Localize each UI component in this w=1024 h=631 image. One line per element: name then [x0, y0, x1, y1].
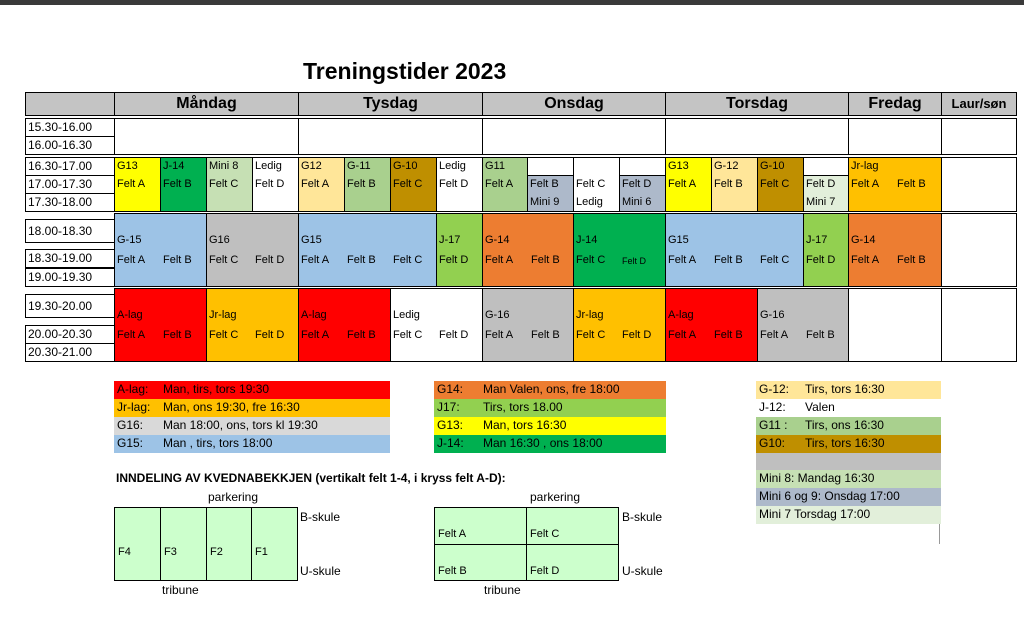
slot-ledig-wednesday: [573, 157, 620, 212]
team-label: J-14: [576, 234, 598, 246]
legend-key: J-14:: [437, 436, 464, 450]
field-label: Felt A: [668, 329, 697, 341]
field-label: Felt D: [806, 254, 836, 266]
slot-alag-thursday: [665, 288, 758, 362]
field-label: Felt B: [163, 178, 192, 190]
slot-g16-wednesday: [482, 288, 574, 362]
parkering-label: parkering: [530, 490, 581, 504]
time-slot: 19.00-19.30: [25, 268, 115, 287]
team-label: Ledig: [439, 160, 466, 172]
legend-text: Tirs, tors 16:30: [805, 382, 885, 396]
legend-text: Tirs, ons 16:30: [805, 418, 884, 432]
team-label: Ledig: [255, 160, 282, 172]
empty-slot: [848, 288, 942, 362]
team-label: G-14: [485, 234, 510, 246]
legend-spacer: [756, 453, 941, 470]
field-label: Felt B: [897, 254, 926, 266]
legend-j17: [434, 399, 666, 417]
legend-text: Man Valen, ons, fre 18:00: [483, 382, 620, 396]
legend-text: Valen: [805, 400, 835, 414]
legend-key: A-lag:: [117, 382, 149, 396]
team-label: Jr-lag: [209, 309, 237, 321]
field-label: Felt B: [163, 254, 192, 266]
field-label: Felt A: [668, 178, 697, 190]
slot-g15-tuesday: [298, 213, 437, 287]
field-label: Felt C: [576, 178, 606, 190]
time-slot: 17.30-18.00: [25, 193, 115, 212]
field-label: Felt D: [622, 178, 652, 190]
field-label: Felt D: [806, 178, 836, 190]
team-label: G-11: [347, 160, 371, 172]
team-label: G13: [117, 160, 138, 172]
field-label: Felt A: [117, 178, 146, 190]
legend-key: G11 :: [759, 418, 788, 432]
field-label: Felt A: [485, 329, 514, 341]
legend-g10: [756, 435, 941, 453]
legend-g11: [756, 417, 941, 435]
legend-key: G14:: [437, 382, 464, 396]
field-label: Felt A: [485, 254, 514, 266]
legend-text: Tirs, tors 16:30: [805, 436, 885, 450]
field-label: Felt A: [117, 254, 146, 266]
team-label: Mini 6: [622, 196, 652, 208]
field-label: Felt B: [806, 329, 835, 341]
field-label: Felt B: [530, 178, 559, 190]
slot-jrlag-friday: [848, 157, 942, 212]
team-label: G-10: [760, 160, 785, 172]
field-a: [434, 507, 527, 545]
field-f4: [114, 507, 161, 581]
legend-text: Man, tirs, tors 19:30: [163, 382, 270, 396]
time-slot: 16.30-17.00: [25, 157, 115, 176]
slot-ledig-tuesday-evening: [390, 288, 483, 362]
empty-slot: [848, 118, 942, 155]
team-label: Mini 9: [530, 196, 560, 208]
legend-j14: [434, 435, 666, 453]
slot-ledig-tuesday: [436, 157, 483, 212]
field-label: Felt A: [301, 329, 330, 341]
team-label: A-lag: [668, 309, 694, 321]
legend-key: G15:: [117, 436, 144, 450]
division-heading: INNDELING AV KVEDNABEKKJEN (vertikalt felt 1-4, i kryss felt A-D):: [116, 471, 506, 485]
team-label: A-lag: [301, 309, 327, 321]
slot-mini9-wednesday: [527, 175, 574, 212]
window-top-bar: [0, 0, 1024, 5]
slot-g13-monday: [114, 157, 161, 212]
slot-g12-tuesday: [298, 157, 345, 212]
team-label: J-17: [439, 234, 461, 246]
day-header-tuesday: Tysdag: [298, 92, 483, 116]
team-label: G-15: [117, 234, 142, 246]
slot-jrlag-wednesday: [573, 288, 666, 362]
field-label: Felt C: [576, 254, 606, 266]
team-label: G15: [301, 234, 322, 246]
team-label: G-16: [760, 309, 785, 321]
day-header-friday: Fredag: [848, 92, 942, 116]
field-label: Felt B: [347, 254, 376, 266]
legend-mini8: Mini 8: Mandag 16:30: [756, 470, 941, 488]
legend-key: G-12:: [759, 382, 790, 396]
legend-text: Man , tirs, tors 18:00: [163, 436, 273, 450]
slot-g12-thursday: [711, 157, 758, 212]
field-label: Felt D: [439, 178, 469, 190]
team-label: Ledig: [576, 196, 603, 208]
team-label: J-17: [806, 234, 828, 246]
legend-g13: [434, 417, 666, 435]
field-label: Felt A: [301, 254, 330, 266]
field-label: Felt B: [714, 178, 743, 190]
field-label: Felt B: [347, 329, 376, 341]
legend-text: Man 16:30 , ons 18:00: [483, 436, 603, 450]
slot-mini6-wednesday: [619, 175, 666, 212]
field-label: Felt B: [714, 329, 743, 341]
time-slot: 17.00-17.30: [25, 175, 115, 194]
field-b: [434, 544, 527, 581]
time-slot: 16.00-16.30: [25, 136, 115, 155]
slot-j14-monday: [160, 157, 207, 212]
team-label: G16: [209, 234, 230, 246]
empty-slot: [941, 288, 1017, 362]
team-label: Jr-lag: [576, 309, 604, 321]
team-label: Jr-lag: [851, 160, 879, 172]
slot-g16-monday: [206, 213, 299, 287]
field-d: [526, 544, 619, 581]
slot-g15-thursday: [665, 213, 804, 287]
field-label: Felt A: [760, 329, 789, 341]
slot-g13-thursday: [665, 157, 712, 212]
field-label: Felt C: [530, 528, 560, 540]
empty-slot: [941, 118, 1017, 155]
legend-jrlag: [114, 399, 390, 417]
slot-g14-friday: [848, 213, 942, 287]
field-label: Felt A: [438, 528, 467, 540]
legend-text: Man, tors 16:30: [483, 418, 567, 432]
team-label: A-lag: [117, 309, 143, 321]
field-label: Felt D: [255, 178, 285, 190]
field-label: F1: [255, 546, 268, 558]
empty-slot: [665, 118, 849, 155]
slot-j17-thursday: [803, 213, 849, 287]
slot-mini8-monday: [206, 157, 253, 212]
legend-text: Tirs, tors 18.00: [483, 400, 563, 414]
field-label: Felt C: [760, 178, 790, 190]
field-label: Felt B: [531, 254, 560, 266]
field-label: Felt B: [163, 329, 192, 341]
field-label: F2: [210, 546, 223, 558]
slot-g16-thursday: [757, 288, 849, 362]
slot-g11-wednesday: [482, 157, 528, 212]
field-label: Felt A: [851, 178, 880, 190]
legend-key: J-12:: [759, 400, 786, 414]
slot-alag-tuesday: [298, 288, 391, 362]
u-skule-label: U-skule: [622, 564, 663, 578]
field-label: Felt B: [531, 329, 560, 341]
field-label: Felt B: [347, 178, 376, 190]
empty-slot: [114, 118, 299, 155]
legend-key: J17:: [437, 400, 460, 414]
slot-g10-tuesday: [390, 157, 437, 212]
slot-g14-wednesday: [482, 213, 574, 287]
field-label: Felt A: [668, 254, 697, 266]
time-slot: 18.30-19.00: [25, 249, 115, 268]
slot-j17-tuesday: [436, 213, 483, 287]
field-label: Felt D: [439, 254, 469, 266]
field-label: Felt C: [209, 254, 239, 266]
tribune-label: tribune: [162, 583, 199, 597]
legend-divider: [939, 524, 940, 544]
day-header-wednesday: Onsdag: [482, 92, 666, 116]
field-label: Felt C: [760, 254, 790, 266]
parkering-label: parkering: [208, 490, 259, 504]
slot-mini7-thursday: [803, 175, 849, 212]
field-c: [526, 507, 619, 545]
legend-key: G13:: [437, 418, 464, 432]
team-label: G-12: [714, 160, 739, 172]
field-label: Felt D: [622, 256, 647, 266]
team-label: G13: [668, 160, 689, 172]
legend-g12: [756, 381, 941, 399]
team-label: G11: [485, 160, 505, 172]
page-title: Treningstider 2023: [303, 58, 507, 84]
empty-slot: [298, 118, 483, 155]
slot-g15-monday: [114, 213, 207, 287]
team-label: Mini 8: [209, 160, 239, 172]
empty-slot: [941, 213, 1017, 287]
field-label: Felt D: [439, 329, 469, 341]
time-slot: 20.00-20.30: [25, 325, 115, 344]
field-label: Felt D: [255, 329, 285, 341]
slot-g10-thursday: [757, 157, 804, 212]
slot-j14-wednesday: [573, 213, 666, 287]
team-label: Ledig: [393, 309, 420, 321]
tribune-label: tribune: [484, 583, 521, 597]
field-label: F4: [118, 546, 131, 558]
empty-slot: [482, 118, 666, 155]
time-slot: 20.30-21.00: [25, 343, 115, 362]
legend-mini69: Mini 6 og 9: Onsdag 17:00: [756, 488, 941, 506]
slot-ledig-monday: [252, 157, 299, 212]
b-skule-label: B-skule: [300, 510, 341, 524]
day-header-weekend: Laur/søn: [941, 92, 1017, 116]
field-label: Felt C: [576, 329, 606, 341]
legend-text: Man 18:00, ons, tors kl 19:30: [163, 418, 318, 432]
legend-g15: [114, 435, 390, 453]
slot-empty: [619, 157, 666, 176]
time-slot: 19.30-20.00: [25, 294, 115, 318]
legend-mini7: Mini 7 Torsdag 17:00: [756, 506, 941, 524]
field-label: Felt B: [438, 565, 467, 577]
field-label: Felt A: [117, 329, 146, 341]
field-label: Felt D: [622, 329, 652, 341]
field-f2: [206, 507, 252, 581]
time-slot: 15.30-16.00: [25, 118, 115, 137]
field-label: Felt B: [714, 254, 743, 266]
legend-key: G16:: [117, 418, 144, 432]
legend-key: G10:: [759, 436, 786, 450]
field-label: Felt A: [301, 178, 330, 190]
u-skule-label: U-skule: [300, 564, 341, 578]
empty-slot: [941, 157, 1017, 212]
field-label: Felt B: [897, 178, 926, 190]
slot-empty: [527, 157, 574, 176]
slot-empty: [803, 157, 849, 176]
field-label: Felt C: [209, 178, 239, 190]
field-label: Felt A: [851, 254, 880, 266]
team-label: Mini 7: [806, 196, 836, 208]
team-label: G-14: [851, 234, 876, 246]
field-label: Felt C: [393, 254, 423, 266]
day-header-thursday: Torsdag: [665, 92, 849, 116]
legend-j12: [756, 399, 941, 417]
field-label: Felt D: [255, 254, 285, 266]
legend-alag: [114, 381, 390, 399]
legend-text: Man, ons 19:30, fre 16:30: [163, 400, 300, 414]
field-f3: [160, 507, 207, 581]
legend-key: Jr-lag:: [117, 400, 151, 414]
field-label: Felt C: [209, 329, 239, 341]
b-skule-label: B-skule: [622, 510, 663, 524]
slot-alag-monday: [114, 288, 207, 362]
day-header-monday: Måndag: [114, 92, 299, 116]
team-label: G12: [301, 160, 322, 172]
slot-g11-tuesday: [344, 157, 391, 212]
field-label: Felt C: [393, 329, 423, 341]
field-label: F3: [164, 546, 177, 558]
time-slot: 18.00-18.30: [25, 219, 115, 243]
team-label: G-10: [393, 160, 418, 172]
field-label: Felt A: [485, 178, 514, 190]
field-label: Felt C: [393, 178, 423, 190]
team-label: G-16: [485, 309, 510, 321]
field-f1: [251, 507, 298, 581]
slot-jrlag-monday: [206, 288, 299, 362]
legend-g16: [114, 417, 390, 435]
team-label: J-14: [163, 160, 185, 172]
team-label: G15: [668, 234, 689, 246]
legend-g14: [434, 381, 666, 399]
field-label: Felt D: [530, 565, 560, 577]
corner-header: [25, 92, 115, 116]
